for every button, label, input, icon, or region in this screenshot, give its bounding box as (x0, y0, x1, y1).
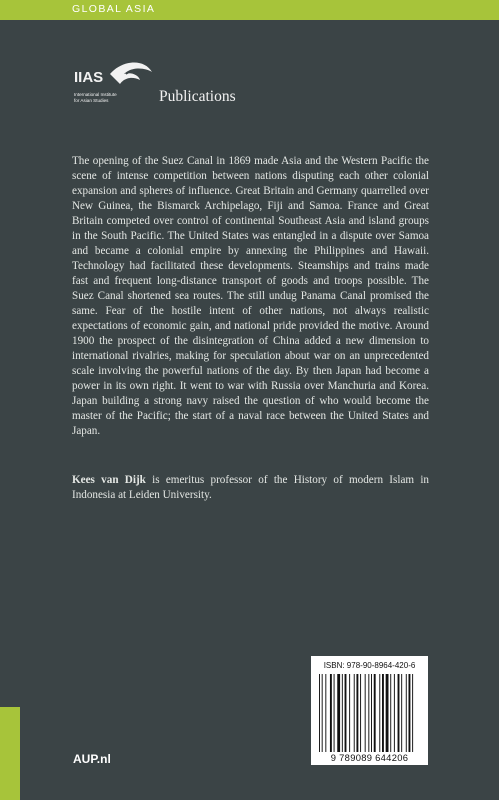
logo-wordmark: IIAS (74, 69, 104, 86)
accent-strip (0, 707, 20, 800)
barcode-bars (319, 674, 421, 752)
publications-label: Publications (159, 88, 236, 105)
logo-subtitle (74, 92, 154, 103)
logo-subtitle-line1: International Institute (74, 92, 117, 97)
ean-number: 9 789089 644206 (330, 752, 409, 763)
publisher-url: AUP.nl (73, 752, 111, 766)
author-bio (72, 473, 429, 503)
barcode-panel (311, 656, 428, 765)
author-bio-text: is emeritus professor of the History of modern Islam in Indonesia at Leiden University. (72, 474, 429, 501)
iias-logo (66, 52, 166, 114)
logo-subtitle-line2: for Asian Studies (74, 97, 109, 103)
author-name: Kees van Dijk (72, 474, 146, 486)
isbn-number: ISBN: 978-90-8964-420-6 (323, 661, 416, 670)
series-bar (0, 0, 499, 20)
series-title: GLOBAL ASIA (72, 3, 156, 15)
book-blurb: The opening of the Suez Canal in 1869 made Asia and the Western Pacific the scene of intense competition between nations disputing each other colonial expansion and spheres of influence. Great Britain and Germany quarrelled over New Guinea, the Bismarck Archipelago, Fiji and Samoa. France and Great Britain competed over control of continental Southeast Asia and island groups in the South Pacific. The United States was entangled in a dispute over Samoa and became a colonial empire by annexing the Philippines and Hawaii. Technology had facilitated these developments. Steamships and trains made fast and frequent long-distance transport of goods and troops possible. The Suez Canal shortened sea routes. The still undug Panama Canal promised the same. Fear of the hostile intent of other nations, not always realistic expectations of economic gain, and national pride provided the motive. Around 1900 the prospect of the disintegration of China added a new dimension to international rivalries, making for speculation about war on an unprecedented scale involving the powerful nations of the day. By then Japan had become a power in its own right. It went to war with Russia over Manchuria and Korea. Japan building a strong navy raised the question of who would become the master of the Pacific; the start of a naval race between the United States and Japan. (72, 155, 429, 437)
